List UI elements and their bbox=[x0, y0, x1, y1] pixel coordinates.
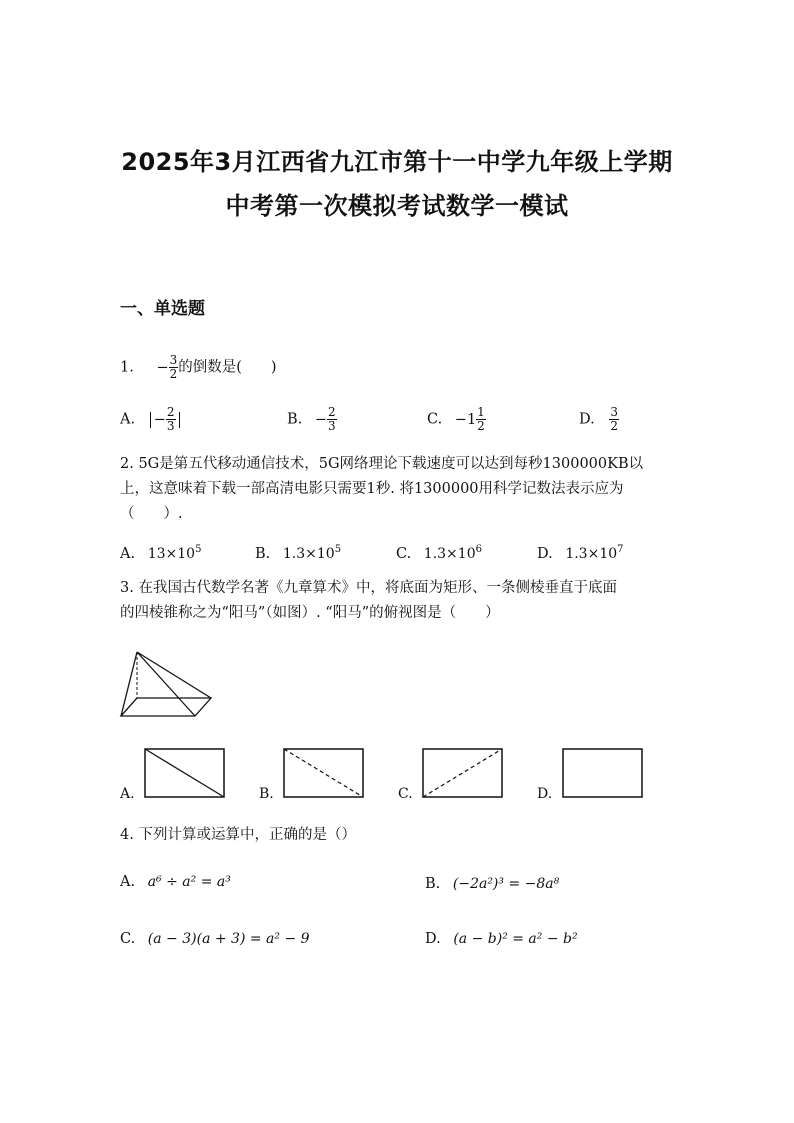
q2-option-a bbox=[120, 537, 201, 567]
fraction-denominator: 3 bbox=[166, 419, 175, 433]
question-2-line-3: （ ）. bbox=[120, 506, 183, 522]
option-label: B. bbox=[425, 876, 441, 892]
fraction bbox=[609, 406, 619, 433]
q3-option-b-label: B. bbox=[259, 786, 274, 802]
fraction bbox=[476, 406, 486, 433]
fraction bbox=[169, 354, 179, 381]
question-2-line-2: 上，这意味着下载一部高清电影只需要1秒. 将1300000用科学记数法表示应为 bbox=[120, 481, 624, 497]
fraction bbox=[327, 406, 337, 433]
question-1 bbox=[120, 354, 277, 381]
question-3-line-1: 3. 在我国古代数学名著《九章算术》中，将底面为矩形、一条侧棱垂直于底面 bbox=[120, 580, 617, 596]
fraction-denominator: 2 bbox=[610, 419, 618, 433]
option-prefix: − bbox=[314, 411, 328, 428]
absolute-value bbox=[150, 405, 180, 433]
option-exponent: 6 bbox=[475, 544, 482, 555]
option-label: B. bbox=[287, 411, 303, 428]
fraction-denominator: 3 bbox=[328, 419, 336, 433]
option-label: A. bbox=[120, 874, 136, 890]
option-label: C. bbox=[427, 411, 443, 428]
q4-option-b bbox=[425, 872, 559, 897]
title-line-1: 2025年3月江西省九江市第十一中学九年级上学期 bbox=[121, 148, 673, 176]
title-line-2: 中考第一次模拟考试数学一模试 bbox=[225, 192, 569, 220]
option-prefix: − bbox=[153, 411, 166, 428]
fraction-numerator: 2 bbox=[328, 405, 336, 419]
q2-option-d bbox=[537, 537, 624, 567]
q3-option-a-label: A. bbox=[120, 786, 135, 802]
question-3 bbox=[120, 576, 680, 626]
section-heading: 一、单选题 bbox=[120, 299, 205, 319]
fraction-denominator: 2 bbox=[477, 419, 485, 433]
question-2 bbox=[120, 452, 680, 527]
option-exponent: 7 bbox=[617, 544, 624, 555]
option-label: D. bbox=[425, 931, 441, 947]
option-label: C. bbox=[396, 545, 412, 562]
question-4: 4. 下列计算或运算中，正确的是（） bbox=[120, 827, 356, 843]
option-label: A. bbox=[120, 545, 136, 562]
question-2-line-1: 2. 5G是第五代移动通信技术，5G网络理论下载速度可以达到每秒1300000KB以 bbox=[120, 456, 644, 472]
q4-option-c bbox=[120, 927, 310, 952]
q2-option-c bbox=[396, 537, 482, 567]
option-expression: (a − b)² = a² − b² bbox=[453, 931, 578, 947]
q3-option-c-figure bbox=[422, 748, 504, 800]
option-expression: (−2a²)³ = −8a⁸ bbox=[452, 876, 560, 892]
q1-option-b bbox=[287, 406, 337, 433]
fraction-numerator: 3 bbox=[610, 405, 618, 419]
fraction bbox=[166, 406, 176, 433]
q1-option-d bbox=[579, 406, 619, 433]
option-base: 13×10 bbox=[147, 545, 196, 562]
question-number: 1. bbox=[120, 359, 134, 376]
fraction-numerator: 2 bbox=[166, 405, 175, 419]
fraction-numerator: 1 bbox=[477, 405, 485, 419]
option-expression: a⁶ ÷ a² = a³ bbox=[147, 874, 231, 890]
fraction-numerator: 3 bbox=[169, 353, 178, 367]
option-label: C. bbox=[120, 931, 136, 947]
q1-option-c bbox=[427, 406, 486, 433]
option-base: 1.3×10 bbox=[565, 545, 618, 562]
option-label: B. bbox=[255, 545, 271, 562]
option-exponent: 5 bbox=[334, 544, 342, 555]
option-base: 1.3×10 bbox=[282, 545, 335, 562]
minus-sign: − bbox=[156, 359, 169, 376]
option-exponent: 5 bbox=[195, 544, 202, 555]
option-label: A. bbox=[120, 411, 136, 428]
fraction-denominator: 2 bbox=[169, 367, 178, 381]
question-3-line-2: 的四棱锥称之为“阳马”（如图）. “阳马”的俯视图是（ ） bbox=[120, 605, 500, 621]
q3-option-b-figure bbox=[283, 748, 365, 800]
q3-option-c-label: C. bbox=[398, 786, 413, 802]
q2-option-b bbox=[255, 537, 341, 567]
option-prefix: −1 bbox=[454, 411, 477, 428]
option-label: D. bbox=[537, 545, 553, 562]
option-base: 1.3×10 bbox=[423, 545, 476, 562]
q1-option-a bbox=[120, 406, 180, 433]
option-expression: (a − 3)(a + 3) = a² − 9 bbox=[147, 931, 310, 947]
question-text: 的倒数是( ) bbox=[178, 359, 277, 376]
option-label: D. bbox=[579, 411, 595, 428]
q3-option-d-label: D. bbox=[537, 786, 553, 802]
q4-option-d bbox=[425, 927, 578, 952]
q3-option-d-figure bbox=[562, 748, 644, 800]
q4-option-a bbox=[120, 870, 231, 895]
q3-option-a-figure bbox=[144, 748, 226, 800]
pyramid-figure bbox=[115, 648, 215, 720]
